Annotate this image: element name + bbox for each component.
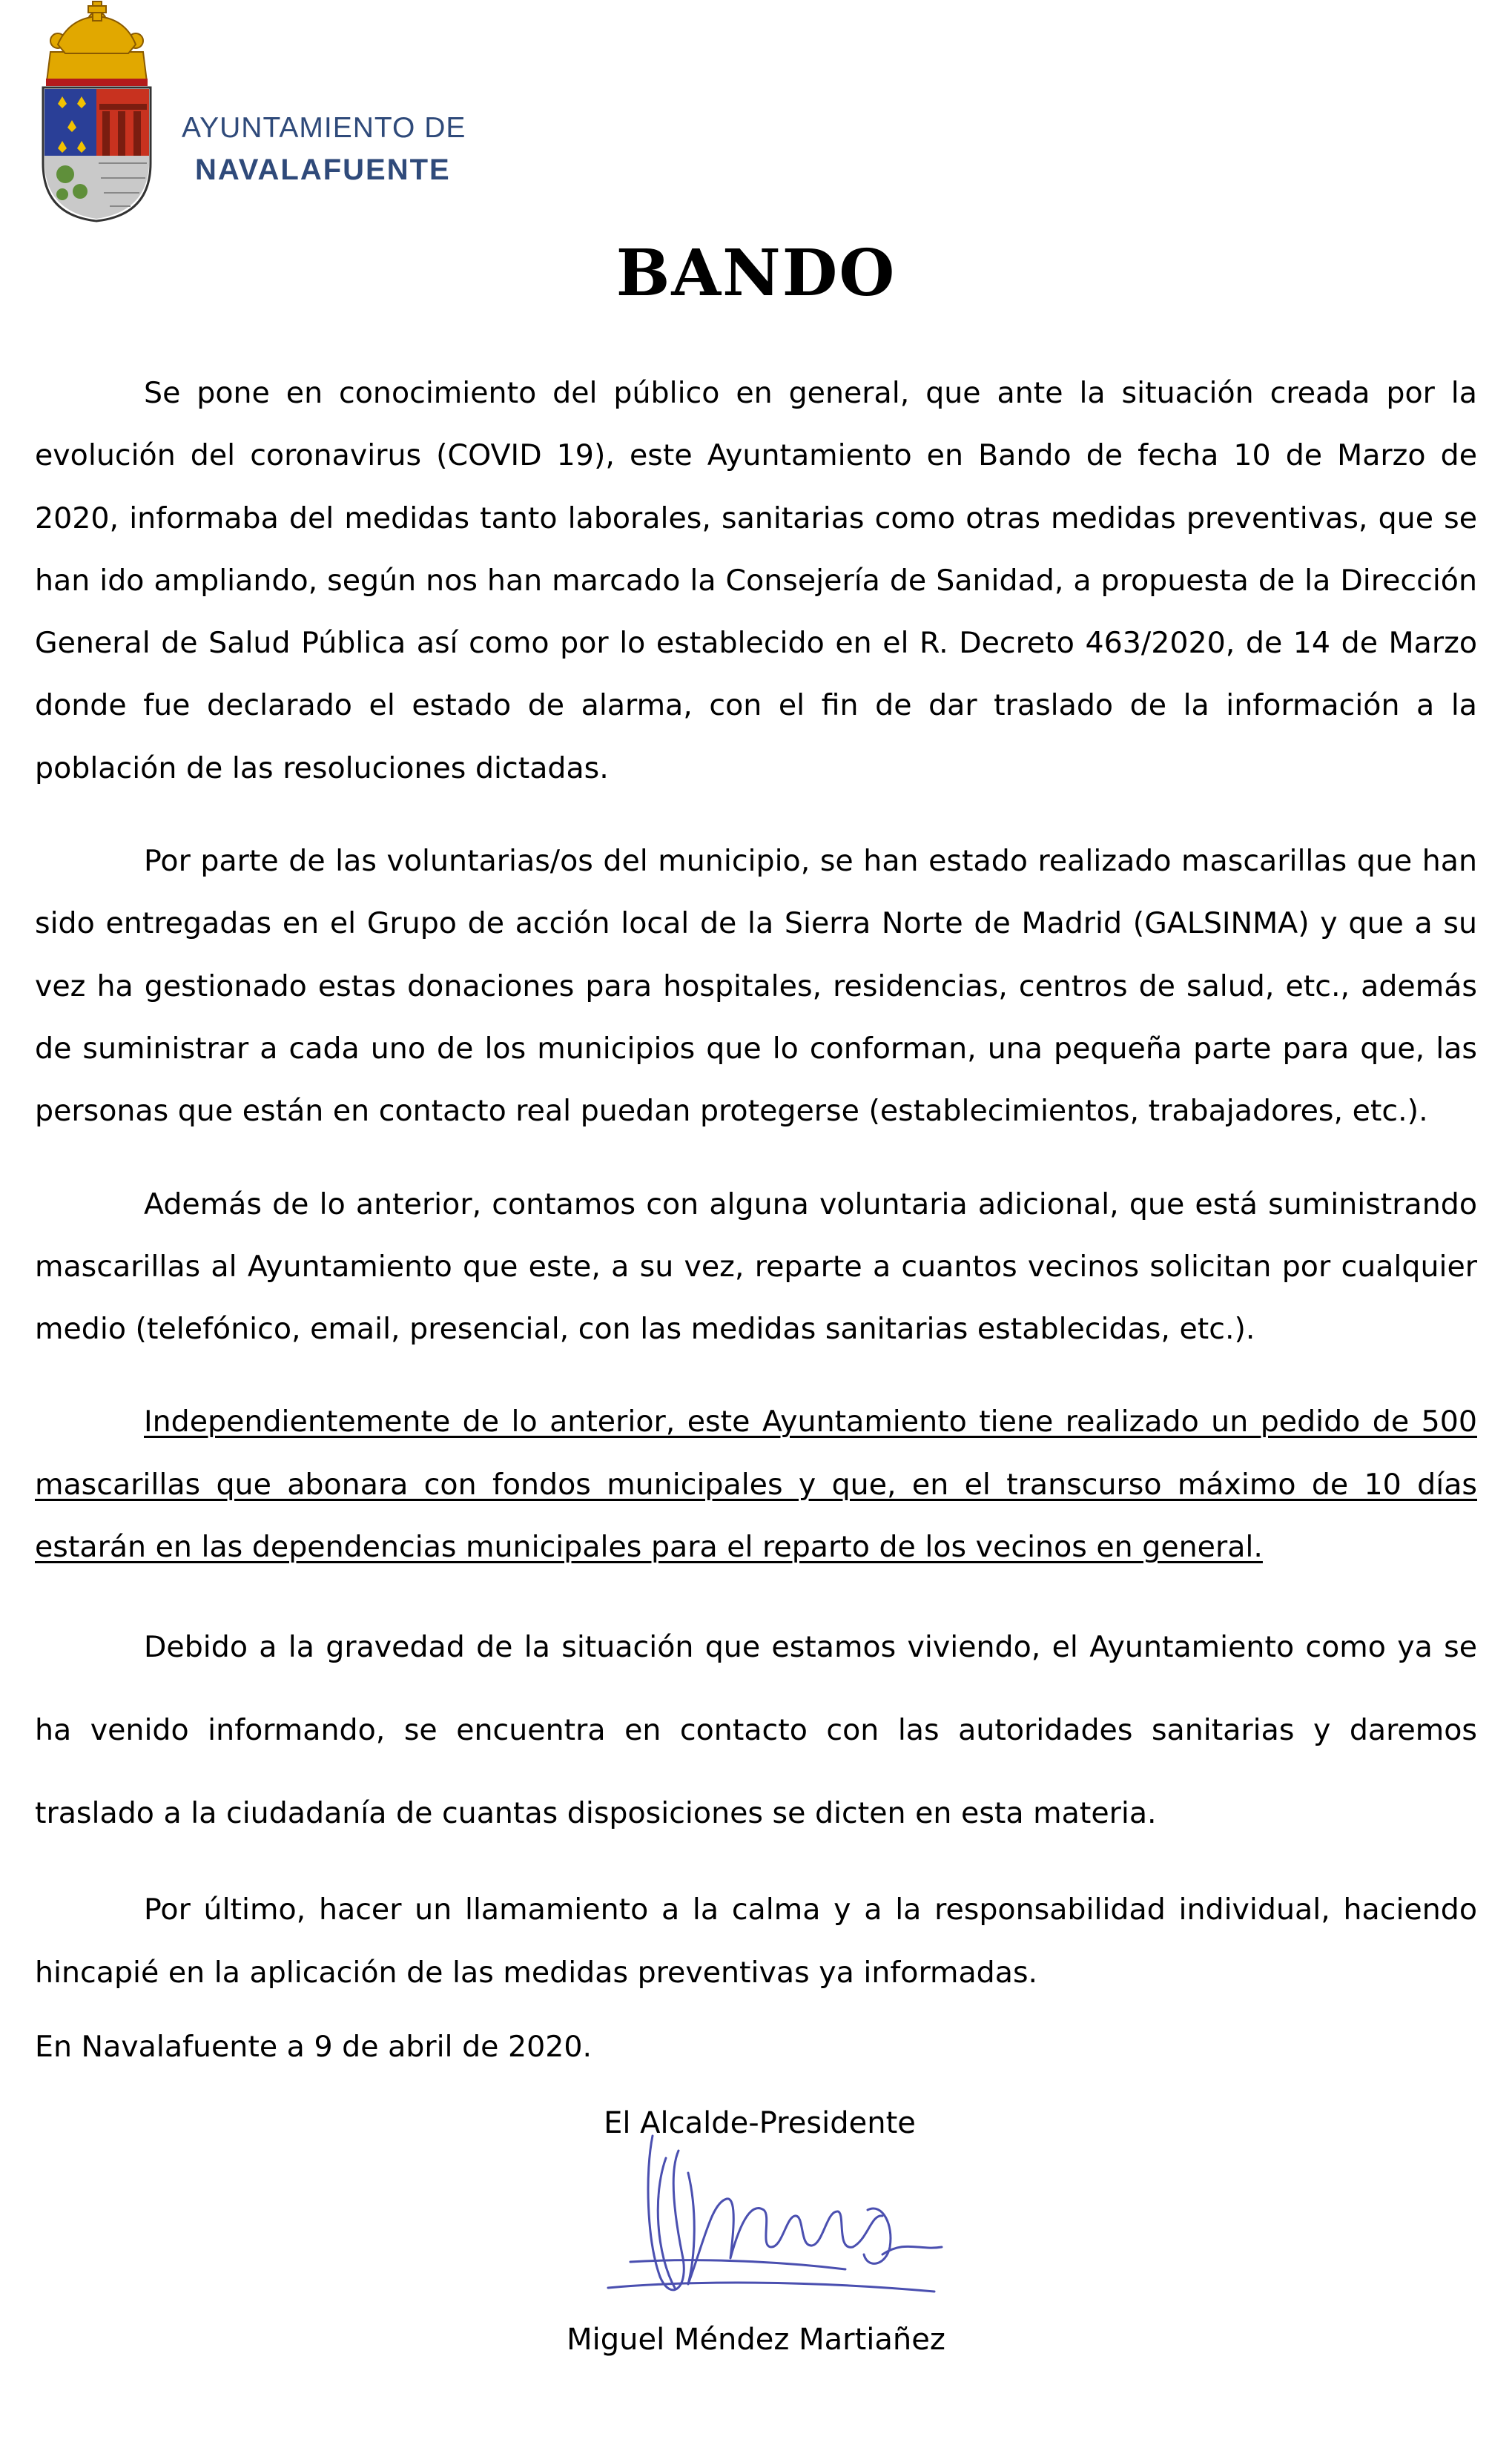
document-title: BANDO — [615, 236, 897, 311]
org-line2: NAVALAFUENTE — [195, 154, 451, 186]
signatory-role: El Alcalde-Presidente — [604, 2106, 916, 2140]
paragraph-2: Por parte de las voluntarias/os del municipio, se han estado realizado mascarillas que han sido entregadas en el Grupo de acción local de la Sierra Norte de Madrid (GALSINMA) y que a su vez ha gestionado estas donaciones para hospitales, residencias, centros de salud, etc., además de suministrar a cada uno de los municipios que lo conforman, una pequeña parte para que, las personas que están en contacto real puedan protegerse (establecimientos, trabajadores, etc.). — [35, 844, 1477, 1129]
paragraph-3: Además de lo anterior, contamos con alguna voluntaria adicional, que está suministrando mascarillas al Ayuntamiento que este, a su vez, reparte a cuantos vecinos solicitan por cualquier medio (telefónico, email, presencial, con las medidas sanitarias establecidas, etc.). — [35, 1187, 1477, 1347]
paragraph-5: Debido a la gravedad de la situación que estamos viviendo, el Ayuntamiento como ya se ha venido informando, se encuentra en contacto con las autoridades sanitarias y daremos traslado a la ciudadanía de cuantas disposiciones se dicten en esta materia. — [35, 1630, 1477, 1831]
paragraph-1: Se pone en conocimiento del público en general, que ante la situación creada por la evolución del coronavirus (COVID 19), este Ayuntamiento en Bando de fecha 10 de Marzo de 2020, informaba del medidas tanto laborales, sanitarias como otras medidas preventivas, que se han ido ampliando, según nos han marcado la Consejería de Sanidad, a propuesta de la Dirección General de Salud Pública así como por lo establecido en el R. Decreto 463/2020, de 14 de Marzo donde fue declarado el estado de alarma, con el fin de dar traslado de la información a la población de las resoluciones dictadas. — [35, 376, 1477, 785]
handwritten-signature — [601, 2128, 949, 2314]
signatory-name: Miguel Méndez Martiañez — [567, 2323, 945, 2357]
coat-of-arms-icon — [36, 0, 158, 222]
document-body — [35, 362, 1477, 2078]
paragraph-4-underlined: Independientemente de lo anterior, este Ayuntamiento tiene realizado un pedido de 500 mascarillas que abonara con fondos municipales y que, en el transcurso máximo de 10 días estarán en las dependencias municipales para el reparto de los vecinos en general. — [35, 1405, 1477, 1565]
place-date: En Navalafuente a 9 de abril de 2020. — [35, 2029, 592, 2064]
org-line1: AYUNTAMIENTO DE — [182, 112, 466, 144]
paragraph-6: Por último, hacer un llamamiento a la calma y a la responsabilidad individual, haciendo hincapié en la aplicación de las medidas preventivas ya informadas. — [35, 1893, 1477, 1990]
municipality-heading — [182, 110, 466, 193]
